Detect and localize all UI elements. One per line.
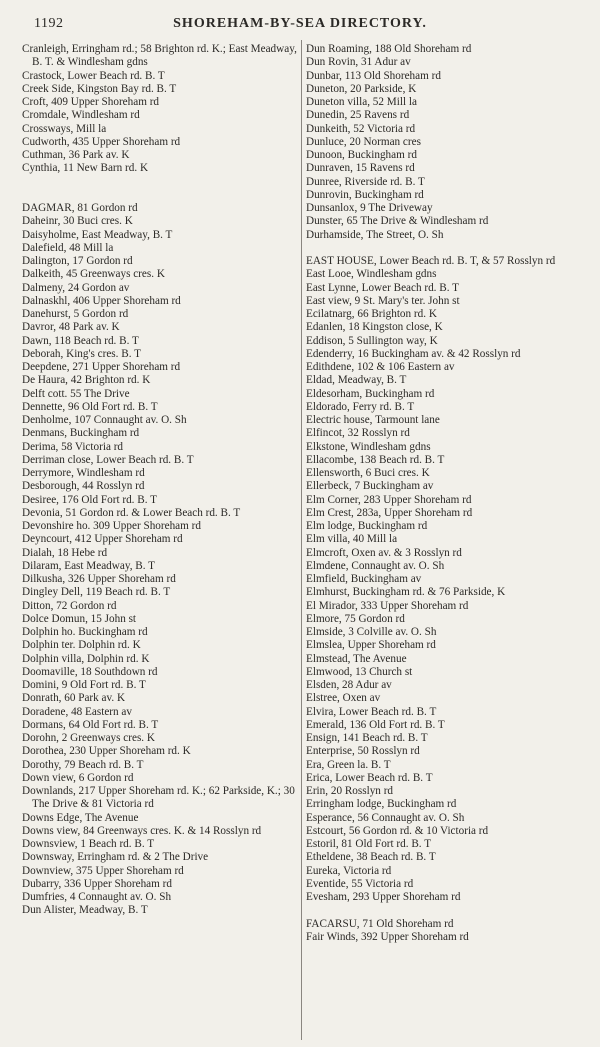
directory-entry: Elm lodge, Buckingham rd (306, 520, 428, 532)
directory-entry: Ellacombe, 138 Beach rd. B. T (306, 453, 445, 466)
directory-entry: Elmhurst, Buckingham rd. & 76 Parkside, K (306, 586, 506, 599)
directory-entry: Edenderry, 16 Buckingham av. & 42 Rosslyn rd (306, 347, 521, 360)
directory-entry: Dawn, 118 Beach rd. B. T (22, 334, 139, 347)
directory-entry: Era, Green la. B. T (306, 758, 391, 771)
directory-entry: Elfincot, 32 Rosslyn rd (306, 427, 410, 440)
directory-entry: Fair Winds, 392 Upper Shoreham rd (306, 930, 469, 943)
directory-entry: Delft cott. 55 The Drive (22, 387, 130, 400)
directory-entry: Emerald, 136 Old Fort rd. B. T (306, 718, 445, 731)
directory-entry: Dunree, Riverside rd. B. T (306, 175, 425, 188)
directory-entry: Ditton, 72 Gordon rd (22, 599, 117, 612)
directory-entry: Daheinr, 30 Buci cres. K (22, 215, 133, 228)
directory-entry: Elmore, 75 Gordon rd (306, 612, 405, 625)
directory-entry: Croft, 409 Upper Shoreham rd (22, 96, 160, 108)
directory-entry: Duneton villa, 52 Mill la (306, 96, 417, 108)
directory-entry: Ecilatnarg, 66 Brighton rd. K (306, 308, 437, 320)
directory-entry: Dorothea, 230 Upper Shoreham rd. K (22, 745, 191, 758)
directory-entry: Dun Alister, Meadway, B. T (22, 904, 148, 917)
directory-entry: Cromdale, Windlesham rd (22, 109, 140, 122)
directory-entry: Cynthia, 11 New Barn rd. K (22, 162, 149, 175)
directory-entry: Dunedin, 25 Ravens rd (306, 109, 410, 122)
directory-entry: EAST HOUSE, Lower Beach rd. B. T, & 57 Rosslyn rd (306, 255, 556, 267)
directory-entry: Edithdene, 102 & 106 Eastern av (306, 361, 455, 373)
directory-entry: Elm Corner, 283 Upper Shoreham rd (306, 493, 472, 506)
directory-entry: Denmans, Buckingham rd (22, 427, 140, 440)
column-divider (301, 40, 302, 1040)
directory-entry: Eventide, 55 Victoria rd (306, 877, 414, 890)
directory-entry: Elmwood, 13 Church st (306, 665, 413, 678)
directory-entry: Dunsanlox, 9 The Driveway (306, 202, 433, 214)
directory-entry: Dunluce, 20 Norman cres (306, 135, 421, 148)
directory-entry: Dalington, 17 Gordon rd (22, 255, 133, 267)
directory-entry: Eddison, 5 Sullington way, K (306, 334, 438, 347)
directory-entry: Dunoon, Buckingham rd (306, 149, 417, 161)
directory-entry: Electric house, Tarmount lane (306, 414, 440, 426)
directory-entry: Durhamside, The Street, O. Sh (306, 228, 444, 241)
directory-entry: Dalefield, 48 Mill la (22, 241, 114, 254)
directory-entry: Deepdene, 271 Upper Shoreham rd (22, 361, 181, 373)
directory-entry: Duneton, 20 Parkside, K (306, 82, 417, 95)
directory-entry: Dorothy, 79 Beach rd. B. T (22, 758, 144, 771)
directory-entry: Cranleigh, Erringham rd.; 58 Brighton rd. K.; East Meadway, B. T. & Windlesham gdns (22, 43, 297, 69)
directory-entry: Erica, Lower Beach rd. B. T (306, 771, 433, 784)
directory-entry: Dorohn, 2 Greenways cres. K (22, 732, 155, 744)
directory-entry: Dalkeith, 45 Greenways cres. K (22, 268, 165, 281)
directory-entry: Dunbar, 113 Old Shoreham rd (306, 69, 441, 82)
directory-entry: Estcourt, 56 Gordon rd. & 10 Victoria rd (306, 824, 489, 837)
directory-entry: Elmfield, Buckingham av (306, 573, 422, 585)
directory-entry: Derrymore, Windlesham rd (22, 467, 145, 479)
directory-entry: Elmside, 3 Colville av. O. Sh (306, 626, 437, 638)
directory-entry: Deyncourt, 412 Upper Shoreham rd (22, 533, 183, 546)
directory-entry: Enterprise, 50 Rosslyn rd (306, 745, 420, 758)
directory-entry: Derriman close, Lower Beach rd. B. T (22, 453, 194, 466)
directory-entry: Dingley Dell, 119 Beach rd. B. T (22, 586, 171, 599)
directory-entry: Esperance, 56 Connaught av. O. Sh (306, 811, 465, 824)
directory-entry: Elsden, 28 Adur av (306, 679, 392, 691)
directory-entry: Elm villa, 40 Mill la (306, 533, 398, 546)
directory-entry: DAGMAR, 81 Gordon rd (22, 202, 138, 214)
directory-entry: Denholme, 107 Connaught av. O. Sh (22, 414, 187, 426)
directory-entry: Estoril, 81 Old Fort rd. B. T (306, 838, 432, 850)
directory-entry: Dormans, 64 Old Fort rd. B. T (22, 718, 159, 731)
directory-entry: Cuthman, 36 Park av. K (22, 149, 130, 161)
right-column (306, 43, 594, 944)
directory-entry: Eldorado, Ferry rd. B. T (306, 400, 415, 413)
directory-entry: Downs view, 84 Greenways cres. K. & 14 Rosslyn rd (22, 824, 262, 837)
directory-entry: Downlands, 217 Upper Shoreham rd. K.; 62 Parkside, K.; 30 The Drive & 81 Victoria rd (22, 785, 295, 811)
directory-entry: Ellerbeck, 7 Buckingham av (306, 480, 434, 493)
directory-entry: Downview, 375 Upper Shoreham rd (22, 864, 184, 877)
directory-entry: Dun Rovin, 31 Adur av (306, 56, 411, 69)
directory-entry: Downsview, 1 Beach rd. B. T (22, 838, 155, 850)
directory-entry: Cudworth, 435 Upper Shoreham rd (22, 135, 181, 148)
directory-entry: Dolphin ter. Dolphin rd. K (22, 639, 141, 652)
left-column (22, 43, 300, 918)
directory-entry: Devonshire ho. 309 Upper Shoreham rd (22, 520, 201, 532)
page-number: 1192 (34, 16, 64, 31)
directory-entry: Deborah, King's cres. B. T (22, 347, 141, 360)
directory-entry: Evesham, 293 Upper Shoreham rd (306, 891, 461, 903)
directory-entry: Devonia, 51 Gordon rd. & Lower Beach rd. B. T (22, 506, 241, 519)
directory-entry: Dubarry, 336 Upper Shoreham rd (22, 877, 172, 890)
directory-entry: Doradene, 48 Eastern av (22, 705, 132, 718)
directory-entry: East Lynne, Lower Beach rd. B. T (306, 281, 459, 294)
directory-entry: Derima, 58 Victoria rd (22, 440, 124, 453)
directory-entry: Dilkusha, 326 Upper Shoreham rd (22, 573, 176, 585)
directory-entry: Desborough, 44 Rosslyn rd (22, 480, 145, 493)
directory-entry: Eureka, Victoria rd (306, 864, 392, 877)
directory-entry: Daisyholme, East Meadway, B. T (22, 228, 173, 241)
directory-entry: Doomaville, 18 Southdown rd (22, 665, 158, 678)
directory-entry: Domini, 9 Old Fort rd. B. T (22, 679, 146, 691)
directory-entry: Down view, 6 Gordon rd (22, 771, 134, 784)
directory-entry: Etheldene, 38 Beach rd. B. T (306, 851, 436, 864)
directory-entry: Davror, 48 Park av. K (22, 321, 120, 334)
directory-entry: Elvira, Lower Beach rd. B. T (306, 705, 437, 718)
directory-entry: Ensign, 141 Beach rd. B. T (306, 732, 428, 744)
directory-entry: Erringham lodge, Buckingham rd (306, 798, 457, 811)
directory-entry: Eldesorham, Buckingham rd (306, 387, 435, 400)
directory-entry: Elmcroft, Oxen av. & 3 Rosslyn rd (306, 546, 462, 559)
directory-entry: De Haura, 42 Brighton rd. K (22, 374, 151, 387)
directory-entry: Dolce Domun, 15 John st (22, 612, 137, 625)
directory-entry: Elm Crest, 283a, Upper Shoreham rd (306, 506, 473, 519)
directory-entry: Danehurst, 5 Gordon rd (22, 308, 129, 320)
directory-entry: Dumfries, 4 Connaught av. O. Sh (22, 891, 172, 903)
directory-entry: Crossways, Mill la (22, 122, 107, 135)
directory-entry: Dunkeith, 52 Victoria rd (306, 122, 416, 135)
directory-entry: Dunrovin, Buckingham rd (306, 188, 424, 201)
directory-entry: Downsway, Erringham rd. & 2 The Drive (22, 851, 209, 864)
directory-entry: Dalnaskhl, 406 Upper Shoreham rd (22, 294, 181, 307)
section-gap (306, 904, 594, 917)
section-gap (22, 189, 300, 202)
directory-entry: Erin, 20 Rosslyn rd (306, 785, 394, 797)
directory-entry: Creek Side, Kingston Bay rd. B. T (22, 82, 177, 95)
directory-entry: Ellensworth, 6 Buci cres. K (306, 467, 430, 479)
directory-entry: Edanlen, 18 Kingston close, K (306, 321, 443, 334)
directory-entry: Elkstone, Windlesham gdns (306, 440, 431, 453)
directory-entry: East view, 9 St. Mary's ter. John st (306, 294, 460, 307)
directory-entry: Elstree, Oxen av (306, 692, 381, 705)
directory-entry: Dolphin ho. Buckingham rd (22, 626, 148, 638)
section-gap (22, 176, 300, 189)
directory-entry: Dialah, 18 Hebe rd (22, 546, 108, 559)
directory-entry: Dolphin villa, Dolphin rd. K (22, 652, 150, 665)
directory-entry: Dalmeny, 24 Gordon av (22, 281, 130, 294)
directory-entry: FACARSU, 71 Old Shoreham rd (306, 917, 454, 930)
directory-entry: Elmslea, Upper Shoreham rd (306, 639, 436, 652)
directory-entry: Dennette, 96 Old Fort rd. B. T (22, 400, 158, 413)
directory-entry: Crastock, Lower Beach rd. B. T (22, 69, 165, 82)
directory-entry: Dunraven, 15 Ravens rd (306, 162, 415, 175)
directory-entry: Dun Roaming, 188 Old Shoreham rd (306, 43, 472, 55)
directory-entry: Elmdene, Connaught av. O. Sh (306, 559, 445, 572)
directory-entry: Eldad, Meadway, B. T (306, 374, 407, 387)
directory-entry: Desiree, 176 Old Fort rd. B. T (22, 493, 157, 506)
section-gap (306, 242, 594, 255)
directory-entry: El Mirador, 333 Upper Shoreham rd (306, 599, 469, 612)
page-title: SHOREHAM-BY-SEA DIRECTORY. (173, 16, 427, 31)
directory-entry: Downs Edge, The Avenue (22, 811, 139, 824)
directory-entry: Dunster, 65 The Drive & Windlesham rd (306, 215, 489, 228)
directory-entry: Dilaram, East Meadway, B. T (22, 559, 155, 572)
directory-entry: East Looe, Windlesham gdns (306, 268, 437, 281)
directory-entry: Donrath, 60 Park av. K (22, 692, 126, 705)
directory-entry: Elmstead, The Avenue (306, 652, 407, 665)
